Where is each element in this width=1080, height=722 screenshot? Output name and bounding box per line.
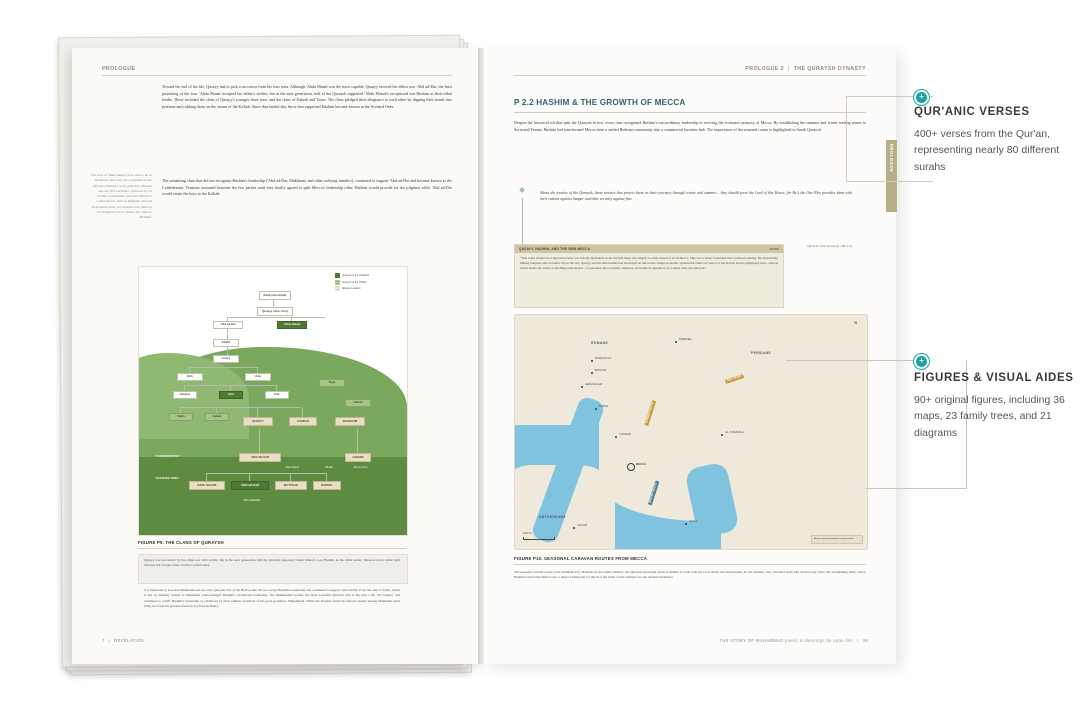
tree-node: ZUHRAH: [289, 417, 317, 426]
tree-node: 'ABD AD-DAR: [231, 481, 269, 490]
map-city: DAMASCUS: [595, 357, 612, 360]
ground-label: 'Abd al-Muttalib: [243, 499, 261, 502]
callout-title-2: FIGURES & VISUAL AIDES: [914, 372, 1074, 384]
section-title-rule: [514, 112, 866, 113]
aside-tag: ASIDE: [769, 246, 779, 251]
legend-swatch: [335, 286, 340, 291]
figure-p9-clans-of-quraysh: [138, 266, 408, 536]
figure-legend: [335, 273, 401, 293]
left-paragraph-2: The remaining clans that did not recognize Hashim's leadership ('Abd ad-Dar, Makhzum, and other outlying families), continued to support 'Abd ad-Dar and became known as the Confederates. Tensions mounted between the two parties until they finally agreed to split Mecca's leadership roles: Hashim would provide for the pilgrims while 'Abd ad-Dar would retain the keys to the Ka'bah.: [162, 178, 452, 197]
legend-swatch: [335, 273, 340, 278]
map-city: TABUK: [599, 405, 609, 408]
quran-quote: About the treaties of the Quraysh, those treaties that protect them on their journeys through winter and summer – they should serve the Lord of this House, for He's the One Who provides them with their rations against hunger and their security against fear.: [540, 191, 852, 202]
tree-node: Ka'b: [177, 373, 203, 381]
callout-title-1: QUR'ANIC VERSES: [914, 106, 1030, 118]
ground-label: "CONFEDERATES": [155, 455, 181, 458]
map-city: JERUSALEM: [585, 383, 603, 386]
figure-p9-caption: FIGURE P9. THE CLANS OF QURAYSH: [138, 540, 224, 545]
tree-node: 'ABD AD-DAR: [239, 453, 281, 462]
tree-node: 'Amir: [245, 373, 271, 381]
map-region: ABYSSINIANS: [539, 515, 566, 519]
tree-node: NAWFAL: [313, 481, 341, 490]
tree-node: Jumah: [205, 413, 229, 421]
tree-node: Kilab (Abu Kilab): [259, 291, 291, 300]
aside-title: QUSAYY, HASHIM, AND THE NEW MECCA: [519, 246, 591, 251]
right-folio-subtitle: poetic & blessings be upon him: [785, 638, 854, 643]
prologue-side-tab-label: PROLOGUE: [889, 144, 894, 173]
left-margin-note: The sons of 'Abdu Manaf were said to be so handsome that they were regarded as the official caretakers of the pilgrims. Hashim was the first caretaker, followed by his brother al-Muttalib, and then Hashim's orphaned son 'Abd al-Muttalib. Several generations later, the position was filled by the Prophet's uncle 'Abbas ibn 'Abd al-Muttalib.: [91, 173, 152, 219]
tree-node: Fihr: [265, 391, 289, 399]
tree-node: Zuhrah: [345, 399, 371, 407]
legend-label: Alliance Leaders: [342, 287, 361, 290]
map-city: AKSUM: [577, 524, 588, 527]
left-header-rule: [102, 75, 452, 76]
map-route-silk-road: SILK ROAD: [725, 374, 744, 384]
map-legend: Arrows represent popular caravan routes: [811, 535, 863, 544]
callout-marker-1[interactable]: [914, 90, 929, 105]
figure-p10-caption-rule: [514, 564, 866, 565]
ground-label: Nawfal: [325, 466, 333, 469]
map-route-winter: WINTER ROUTE: [648, 480, 659, 505]
tree-node: Ghalib: [213, 339, 239, 347]
tree-node: Sa'd: [219, 391, 243, 399]
left-folio-label: REVELATION: [114, 638, 144, 643]
left-paragraph-1: Toward the end of his life, Qusayy had to pick a successor from his four sons. Although 'Abdu Manaf was the most capable, Qusayy favored his eldest son, 'Abd ad-Dar, the least promising of the four. 'Abdu Manaf accepted his father's wishes, but in the next generation, half of the Quraysh supported 'Abdu Manaf's exceptional son Hashim as their tribal leader. These included the clans of Qusayy's younger three sons, and the clans of Zuhrah and Taym. The clans pledged their allegiance to each other by dipping their hands into perfume and rubbing them on the stones of the Ka'bah. Since that fateful day, those that supported Hashim became known as the Scented Ones.: [162, 84, 452, 109]
section-intro: Despite the historical rift that split the Quraysh in two, every clan recognized Hashim's extraordinary leadership in reviving the economic primacy of Mecca. By establishing the summer and winter trading routes to Syria and Yemen, Hashim had transformed Mecca from a settled Bedouin community into a commercial business hub. The importance of the seasonal routes is highlighted in Surah Quraysh:: [514, 120, 866, 132]
quran-quote-source: Quraysh (The Quraysh, 106:1-4): [807, 244, 852, 248]
right-page-header: PROLOGUE 2 | THE QURAYSH DYNASTY: [745, 66, 866, 72]
map-city: NINEVEH: [679, 338, 692, 341]
map-route-summer: SUMMER ROUTE: [644, 400, 656, 426]
figure-note-2: It is important to note that Makhzum was the only Quraysh clan of the Hollow that did not accept Hashim's leadership and continued to support 'Abd ad-Dar. Even the clan of Taym, which is just as distantly related as Makhzum, acknowledged Hashim's exceptional leadership. The Makhzumis became the most powerful Quraysh clan at the turn o the 7th Century, and continued to rebuff Hashim's leadership as evidenced by their ruthless treatment of his great-grandson, Muhammad. While the Prophet found his fiercest enemy among Makhzum (Abu Jahl), he found his greatest friend in Taym (Abu Bakr).: [144, 588, 400, 608]
tree-node: Taym: [319, 379, 345, 387]
figure-p10-caption: FIGURE P10. SEASONAL CARAVAN ROUTES FROM MECCA: [514, 556, 648, 561]
map-region: ROMANS: [591, 341, 609, 345]
legend-label: Quraysh of the Outskirts: [342, 274, 369, 277]
tree-node: 'Abd ad-Dar: [213, 321, 243, 329]
tree-node: Qusayy (Abu 'Amr): [257, 307, 293, 316]
ground-label: 'Abdu Manaf: [285, 466, 299, 469]
tree-node: HASHIM: [345, 453, 371, 462]
tree-node: 'Abdu Manaf: [277, 321, 307, 329]
right-header-left: PROLOGUE 2: [745, 66, 784, 72]
tree-node: BANU SHAMS: [189, 481, 225, 490]
left-page-header: PROLOGUE: [102, 66, 136, 72]
ground-label: "SCENTED ONES": [155, 477, 180, 480]
compass-icon: N: [854, 321, 857, 325]
figure-p10-note: The seasonal caravan routes were established by Hashim. In the winter months, the Quraysh journeyed south to Yemen to trade with the local Arabs and Abyssinians. In the summer, they travelled north into modern day Syria. By establishing these routes, Hashim transformed Mecca into a major trading hub for much of the north-south commerce in the Arabian Peninsula.: [514, 570, 866, 580]
right-folio-number: 36: [862, 638, 868, 643]
aside-body: "This trade, modest as it may have been, was wholly dependent on the Ka'bah; there was simply no other reason to be in Mecca. This was a desert wasteland that produced nothing. By inextricably linking religious and economic life in the city, Qusayy and his descendants had developed an innovative religio-economic system that relied on control of the Ka'bah and its pilgrimage rites—rites in which nearly the whole of the Hijaz participated—to guarantee the economic, religious, and political supremacy of a single tribe, the Quraysh.": [520, 256, 778, 270]
callout-body-2: 90+ original figures, including 36 maps, 23 family trees, and 21 diagrams: [914, 394, 1065, 439]
tree-node: QUSAYY: [243, 417, 273, 426]
aside-box: [514, 244, 784, 308]
figure-note-1: Qusayy was succeeded by his eldest son 'Abd ad-Dar, but in the next generation, half the Quraysh supported 'Abdu Manaf's son, Hashim, as the tribal leader. Tensions led to initial split between the Scented Ones and the Confederates.: [144, 558, 400, 568]
callout-marker-2[interactable]: [914, 354, 929, 369]
left-page: [72, 48, 484, 664]
map-scale: 1200 mi: [523, 532, 532, 535]
book-spread: [40, 22, 894, 682]
quote-rule: [522, 198, 523, 244]
map-city: SAN'A: [689, 520, 698, 523]
right-header-rule: [514, 75, 866, 76]
right-folio-title: THE STORY OF MUHAMMAD: [719, 638, 784, 643]
right-folio: THE STORY OF MUHAMMAD poetic & blessings be upon him ◇ 36: [719, 638, 868, 643]
left-folio-number: 7: [102, 638, 105, 643]
map-city: AL-YAMAMAH: [725, 431, 744, 434]
quote-diamond-icon: [519, 187, 525, 193]
left-folio: 7 ◇ REVELATION: [102, 638, 144, 643]
tree-node: MAKHZUM: [335, 417, 365, 426]
figure-p10-caravan-map: [514, 314, 868, 550]
legend-swatch: [335, 280, 340, 285]
section-title: P 2.2 HASHIM & THE GROWTH OF MECCA: [514, 98, 686, 107]
ground-label: 'Abd al-'Uzza: [353, 466, 368, 469]
map-city: BOSTRA: [595, 369, 607, 372]
callout-body-1: 400+ verses from the Qur'an, representing nearly 80 different surahs: [914, 128, 1060, 173]
tree-node: Husayis: [173, 391, 197, 399]
map-region: PERSIANS: [751, 351, 772, 355]
right-header-right: THE QURAYSH DYNASTY: [793, 66, 866, 72]
tree-node: MUTTALIB: [275, 481, 307, 490]
legend-label: Quraysh of the Hollow: [342, 280, 367, 284]
figure-p9-caption-rule: [138, 548, 406, 549]
map-city: YATHRIB: [619, 433, 632, 436]
tree-node: Sahm: [169, 413, 193, 421]
tree-node: Lu'ayy: [213, 355, 239, 363]
map-city-mecca: MECCA: [636, 463, 647, 466]
right-page: [484, 48, 896, 664]
